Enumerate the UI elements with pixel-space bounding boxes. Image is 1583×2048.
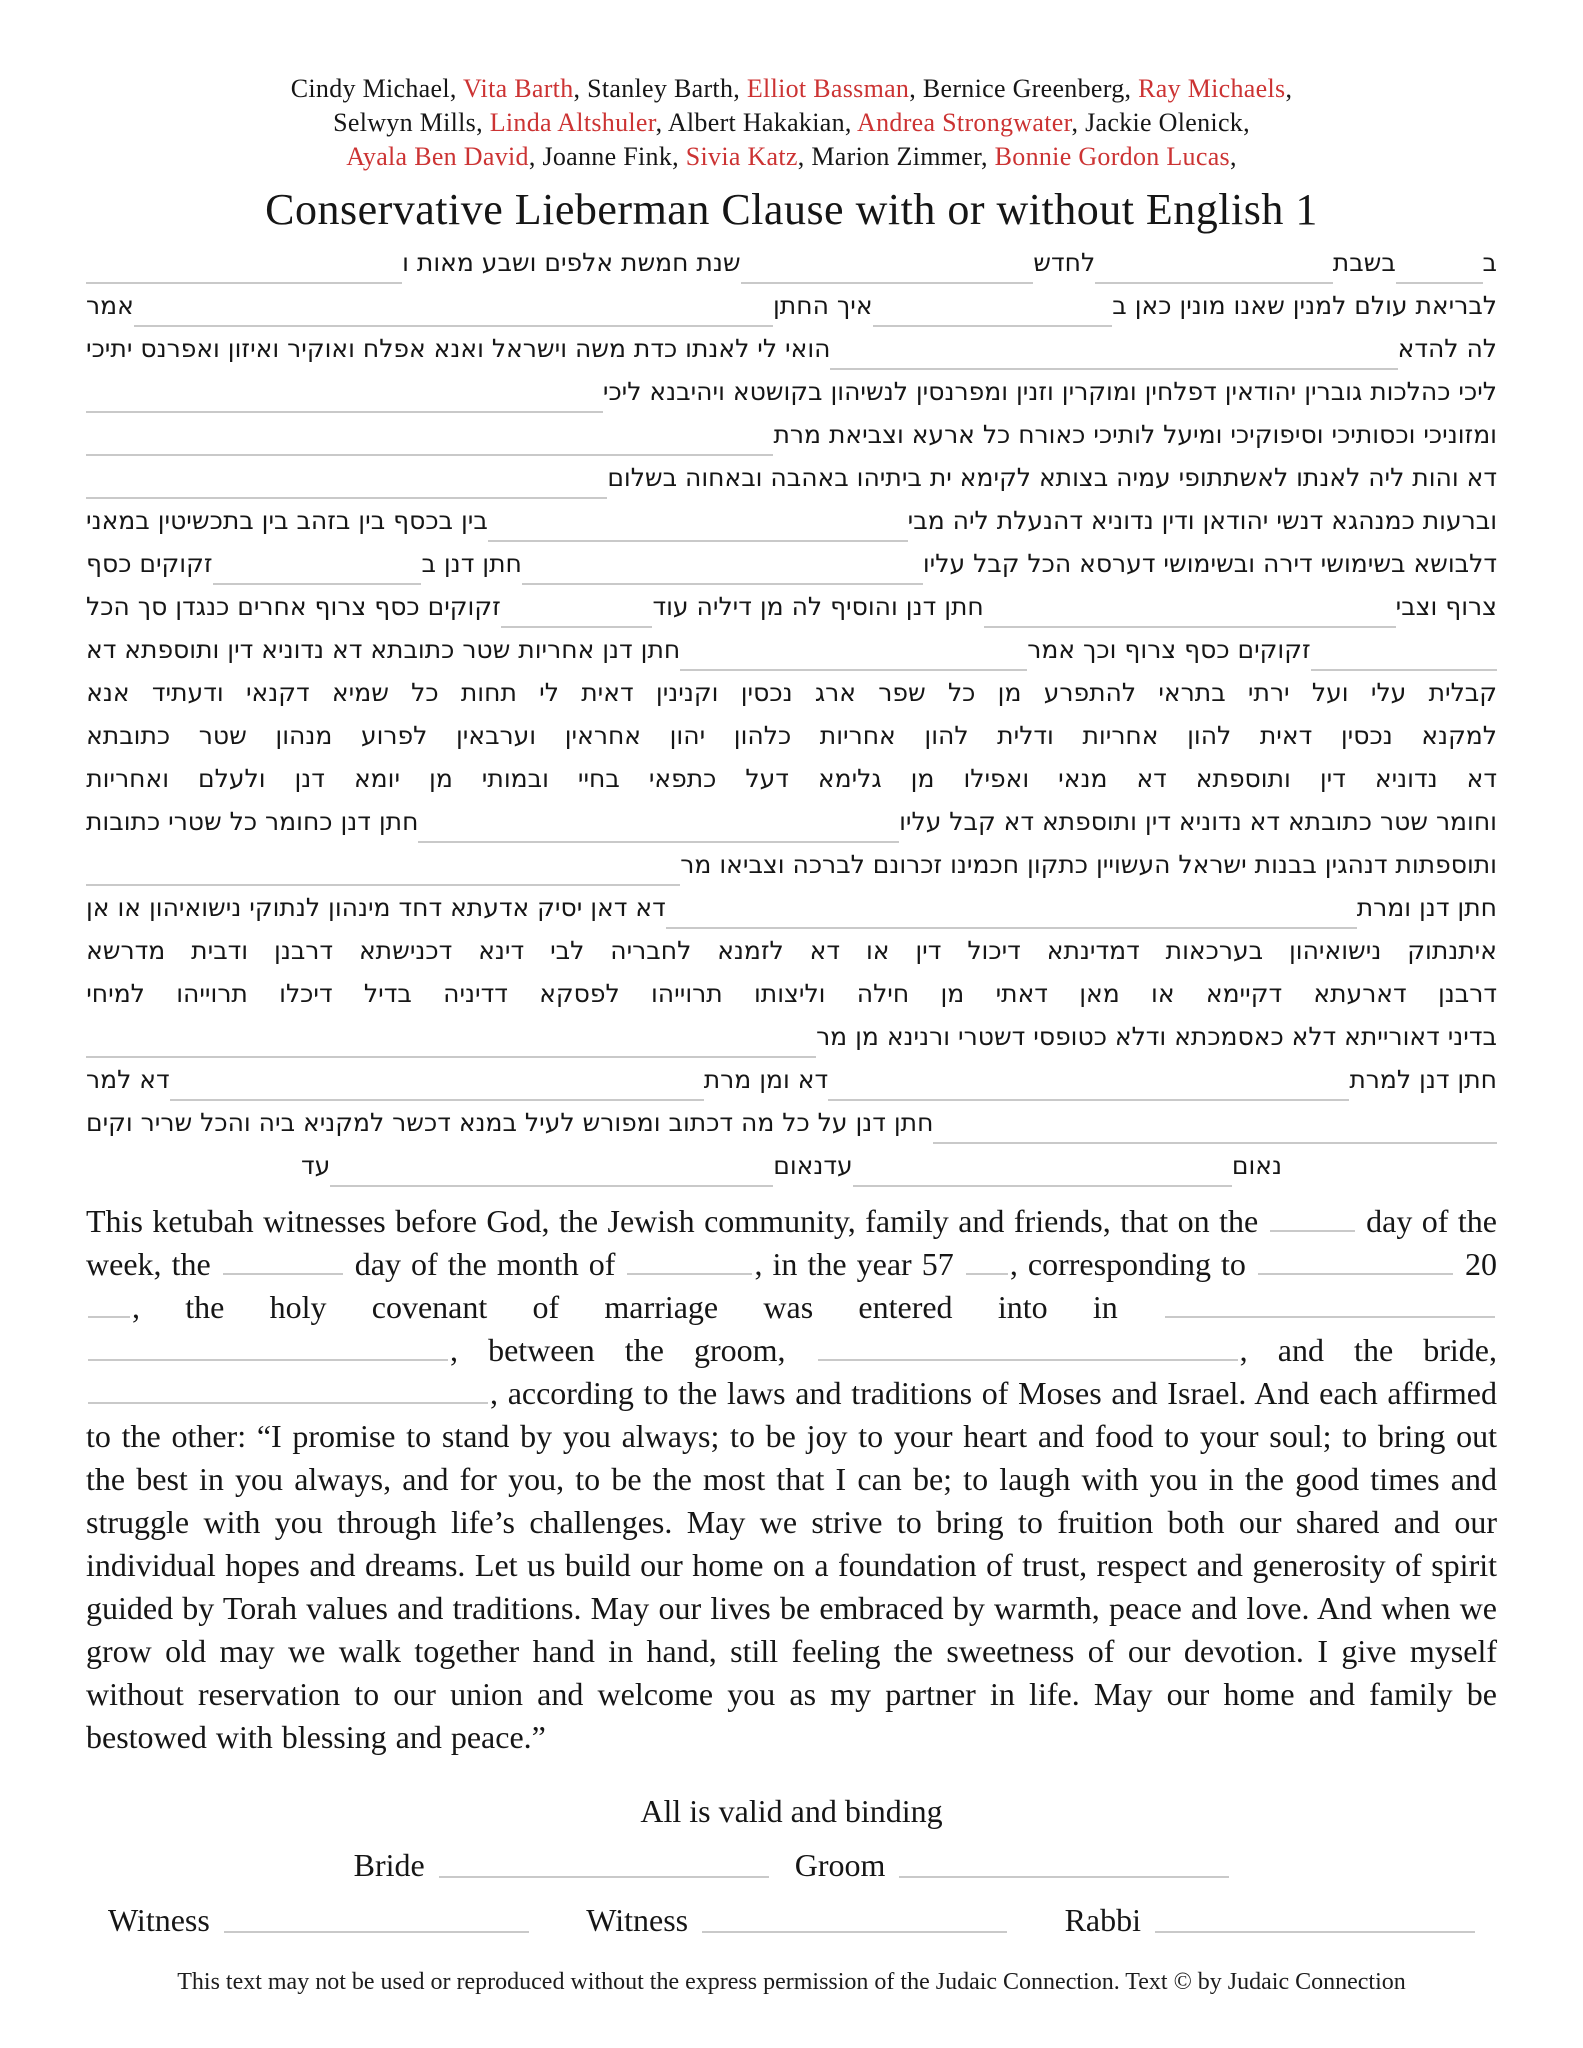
fill-in-blank [330,1185,773,1187]
hebrew-text-run: עד [823,1151,853,1180]
hebrew-text-run: וערבאין [455,721,537,750]
hebrew-text-run: ואפילו [963,764,1030,793]
fill-in-blank [1396,282,1483,284]
hebrew-text-run: דלבושא בשימושי דירה ובשימושי דערסא הכל קבל עליו [922,549,1497,578]
hebrew-text-run: ובמותי [481,764,549,793]
artist-name: Albert Hakakian [667,108,845,137]
rabbi-signature-line [1155,1931,1475,1933]
witness1-signature-group [108,1902,529,1939]
hebrew-line [86,463,1497,506]
hebrew-line [86,678,1497,721]
hebrew-text-run: ואחריות [86,764,170,793]
hebrew-text-run: דארעתא [1313,979,1407,1008]
ketubah-page [86,0,1497,1996]
hebrew-text-run: חתן דנן והוסיף לה מן דיליה עוד [652,592,984,621]
hebrew-text-run: חתן דנן ב [421,549,522,578]
hebrew-text-run: תחות [460,678,517,707]
groom-signature-group [795,1847,1230,1884]
hebrew-line [86,1151,1497,1194]
artist-name: Bonnie Gordon Lucas [994,142,1230,171]
hebrew-line [86,420,1497,463]
fill-in-blank [1258,1246,1453,1275]
hebrew-text-run: להון [924,721,969,750]
hebrew-line [86,1022,1497,1065]
hebrew-text-run: לה להדא [1397,334,1497,363]
fill-in-blank [86,884,680,886]
fill-in-blank [818,1332,1238,1361]
hebrew-line [86,721,1497,764]
hebrew-text-run: ומזוניכי וכסותיכי וסיפוקיכי ומיעל לותיכי כאורח כל ארעא וצביאת מרת [773,420,1497,449]
fill-in-blank [488,540,908,542]
hebrew-text-run: עלי [1370,678,1407,707]
fill-in-blank [86,454,773,456]
hebrew-text-run: ולעלם [198,764,266,793]
rabbi-label: Rabbi [1064,1902,1141,1938]
hebrew-text-run: דאית [581,678,634,707]
hebrew-text-run: נאום [773,1151,824,1180]
hebrew-text-run: דין [915,936,942,965]
hebrew-text-run: בתראי [1158,678,1226,707]
hebrew-text-run: נישואיהון [1288,936,1382,965]
hebrew-line [86,1065,1497,1108]
artist-names-header [86,72,1497,174]
fill-in-blank [418,841,899,843]
hebrew-text-run: דמדינתא [1046,936,1140,965]
fill-in-blank [1311,669,1497,671]
hebrew-text-run: לחדש [1033,248,1096,277]
hebrew-text-block [86,248,1497,1194]
artist-name: Ray Michaels [1138,74,1286,103]
hebrew-text-run: בחיי [577,764,620,793]
hebrew-text-run: דינא [478,936,525,965]
hebrew-text-run: דקנאי [245,678,310,707]
fill-in-blank [170,1099,704,1101]
hebrew-text-run: מן [997,678,1022,707]
bride-signature-line [439,1876,769,1878]
hebrew-text-run: דא [809,936,841,965]
hebrew-text-run: דא והות ליה לאנתו לאשתתופי עמיה בצותא לקימא ית ביתיהו באהבה ובאחוה בשלום [607,463,1497,492]
hebrew-text-run: ליכי כהלכות גוברין יהודאין דפלחין ומוקרין וזנין ומפרנסין לנשיהון בקושטא ויהיבנא ליכי [602,377,1497,406]
artist-names-line: Cindy Michael, Vita Barth, Stanley Barth, Elliot Bassman, Bernice Greenberg, Ray Michaels, [290,74,1293,103]
artist-name: Joanne Fink [542,142,673,171]
artist-names-line: Selwyn Mills, Linda Altshuler, Albert Hakakian, Andrea Strongwater, Jackie Olenick, [333,108,1250,137]
hebrew-text-run: אמר [86,291,134,320]
hebrew-text-run: גלימא [817,764,882,793]
hebrew-text-run: שפר [878,678,926,707]
hebrew-text-run: וחומר שטר כתובתא דא נדוניא דין ותוספתא דא קבל עליו [899,807,1497,836]
hebrew-text-run: לבי [550,936,585,965]
fill-in-blank [213,583,422,585]
hebrew-text-run: דין [1319,764,1346,793]
artist-name: Selwyn Mills [333,108,477,137]
bride-label: Bride [353,1847,425,1883]
hebrew-text-run: ודלית [997,721,1054,750]
hebrew-text-run: ותוספתא [1195,764,1291,793]
hebrew-text-run: דנן [294,764,325,793]
hebrew-text-run: דיכלו [279,979,333,1008]
fill-in-blank [88,1332,448,1361]
hebrew-line [86,377,1497,420]
hebrew-text-run: צרוף וצבי [1395,592,1497,621]
artist-name: Bernice Greenberg [922,74,1125,103]
fill-in-blank [86,411,603,413]
witness2-signature-line [702,1931,1007,1933]
hebrew-text-run: בשבת [1332,248,1396,277]
artist-names-line: Ayala Ben David, Joanne Fink, Sivia Katz, Marion Zimmer, Bonnie Gordon Lucas, [346,142,1237,171]
hebrew-text-run: דכנישתא [358,936,453,965]
hebrew-text-run: דדיניה [443,979,508,1008]
hebrew-text-run: ארג [814,678,856,707]
hebrew-text-run: נדוניא [1374,764,1438,793]
artist-name: Sivia Katz [685,142,798,171]
hebrew-text-run: ב [1482,248,1497,277]
hebrew-text-run: דא [1136,764,1167,793]
hebrew-line [86,291,1497,334]
hebrew-text-run: אחריות [1082,721,1159,750]
hebrew-line [86,1108,1497,1151]
hebrew-text-run: נכסין [740,678,793,707]
rabbi-signature-group [1065,1902,1475,1939]
hebrew-line [86,248,1497,291]
hebrew-line [86,549,1497,592]
hebrew-text-run: מנאי [1058,764,1108,793]
hebrew-text-run: חתן דנן למרת [1349,1065,1497,1094]
fill-in-blank [88,1289,130,1318]
hebrew-line [86,506,1497,549]
hebrew-text-run: דרבנן [1437,979,1497,1008]
fill-in-blank [680,669,1027,671]
hebrew-line [86,334,1497,377]
hebrew-line [86,936,1497,979]
fill-in-blank [966,1246,1008,1275]
witness2-signature-group [586,1902,1007,1939]
fill-in-blank [522,583,923,585]
artist-name: Cindy Michael [290,74,450,103]
witness1-signature-line [224,1931,529,1933]
hebrew-text-run: לבריאת עולם למנין שאנו מונין כאן ב [1112,291,1497,320]
hebrew-text-run: כלהון [733,721,792,750]
hebrew-text-run: זקוקים כסף צרוף אחרים כנגדן סך הכל [86,592,501,621]
hebrew-text-run: תרוייהו [176,979,248,1008]
hebrew-line [86,807,1497,850]
hebrew-text-run: כתפאי [648,764,717,793]
hebrew-text-run: וברעות כמנהגא דנשי יהודאן ודין נדוניא דהנעלת ליה מבי [907,506,1497,535]
fill-in-blank [627,1246,752,1275]
hebrew-text-run: ירתי [1247,678,1290,707]
hebrew-text-run: לי [539,678,559,707]
hebrew-text-run: בין בכסף בין בזהב בין בתכשיטין במאני [86,506,488,535]
hebrew-text-run: למיחי [86,979,145,1008]
fill-in-blank [86,497,607,499]
hebrew-line [86,635,1497,678]
hebrew-text-run: לפסקא [539,979,620,1008]
hebrew-text-run: דאית [1259,721,1313,750]
hebrew-text-run: קבלית [1428,678,1497,707]
hebrew-text-run: ועל [1311,678,1349,707]
witness2-label: Witness [586,1902,689,1938]
hebrew-text-run: דקיימא [1205,979,1283,1008]
hebrew-text-run: חתן דנן ומרת [1356,893,1497,922]
hebrew-text-run: בערכאות [1165,936,1264,965]
hebrew-text-run: הואי לי לאנתו כדת משה וישראל ואנא אפלח ואוקיר ואיזון ואפרנס יתיכי [86,334,831,363]
artist-name: Andrea Strongwater [857,108,1072,137]
hebrew-text-run: מדרשא [86,936,166,965]
copyright-footer: This text may not be used or reproduced without the express permission of the Judaic Connection. Text © by Judaic Connection [177,1969,1406,1995]
fill-in-blank [1095,282,1333,284]
artist-name: Ayala Ben David [346,142,529,171]
fill-in-blank [88,1375,488,1404]
hebrew-text-run: מן [429,764,453,793]
hebrew-text-run: דרבנן [274,936,334,965]
hebrew-text-run: עד [301,1151,331,1180]
fill-in-blank [741,282,1034,284]
artist-name: Elliot Bassman [746,74,910,103]
hebrew-line [86,979,1497,1022]
hebrew-text-run: דעל [745,764,789,793]
hebrew-text-run: או [1151,979,1175,1008]
hebrew-text-run: נכסין [1340,721,1393,750]
fill-in-blank [830,368,1397,370]
hebrew-text-run: מן [910,764,935,793]
hebrew-text-run: מן [940,979,965,1008]
valid-and-binding-line: All is valid and binding [640,1793,943,1829]
hebrew-text-run: לזמנא [717,936,784,965]
hebrew-line [86,850,1497,893]
hebrew-text-run: וליצותו [753,979,826,1008]
fill-in-blank [86,1056,816,1058]
fill-in-blank [223,1246,343,1275]
hebrew-line [86,893,1497,936]
hebrew-text-run: או [865,936,890,965]
fill-in-blank [134,325,773,327]
hebrew-text-run: כתובתא [86,721,171,750]
artist-name: Stanley Barth [587,74,734,103]
page-title: Conservative Lieberman Clause with or without English 1 [265,185,1318,234]
hebrew-text-run: דאתי [995,979,1048,1008]
fill-in-blank [501,626,653,628]
hebrew-text-run: איך החתן [773,291,873,320]
hebrew-text-run: להתפרע [1043,678,1137,707]
hebrew-text-run: נאום [1231,1151,1282,1180]
hebrew-text-run: בדיל [363,979,412,1008]
fill-in-blank [873,325,1113,327]
hebrew-text-run: דיכול [967,936,1021,965]
artist-name: Marion Zimmer [811,142,982,171]
hebrew-text-run: חתן דנן אחריות שטר כתובתא דא נדוניא דין ותוספתא דא [86,635,681,664]
hebrew-text-run: חתן דנן כחומר כל שטרי כתובות [86,807,419,836]
hebrew-text-run: איתנתוק [1407,936,1497,965]
hebrew-text-run: ותוספתות דנהגין בבנות ישראל העשויין כתקון חכמינו זכרונם לברכה וצביאו מר [680,850,1497,879]
hebrew-text-run: דא דאן יסיק אדעתא דחד מינהון לנתוקי נישואיהון או אן [86,893,666,922]
hebrew-text-run: כל [947,678,976,707]
fill-in-blank [666,927,1357,929]
fill-in-blank [86,282,402,284]
hebrew-text-run: שמיא [331,678,389,707]
hebrew-text-run: חתן דנן על כל מה דכתוב ומפורש לעיל במנא דכשר למקניא ביה והכל שריר וקים [86,1108,934,1137]
hebrew-text-run: לפרוע [360,721,428,750]
hebrew-text-run: ודבית [191,936,249,965]
hebrew-text-run: דא [1466,764,1497,793]
hebrew-text-run: למקנא [1421,721,1497,750]
hebrew-text-run: מאן [1079,979,1120,1008]
hebrew-text-run: אחראין [564,721,642,750]
hebrew-text-run: ודעתיד [151,678,224,707]
bride-signature-group [354,1847,769,1884]
hebrew-text-run: כל [411,678,439,707]
fill-in-blank [984,626,1396,628]
hebrew-text-run: תרוייהו [651,979,723,1008]
hebrew-text-run: אחריות [819,721,896,750]
hebrew-text-run: להון [1187,721,1232,750]
hebrew-text-run: יומא [353,764,401,793]
witness-rabbi-signature-row [86,1902,1497,1939]
witness1-label: Witness [108,1902,210,1938]
hebrew-text-run: שטר [198,721,247,750]
hebrew-text-run: לחבריה [610,936,692,965]
hebrew-text-run: יהון [669,721,706,750]
hebrew-text-run: וקנינין [655,678,719,707]
hebrew-line [86,764,1497,807]
fill-in-blank [853,1185,1232,1187]
artist-name: Vita Barth [463,74,574,103]
artist-name: Jackie Olenick [1085,108,1244,137]
english-paragraph: This ketubah witnesses before God, the Jewish community, family and friends, that on the day of the week, the day of the month of , in the year 57 , corresponding to 20 , the holy covenant of marriage was entered into in , between the groom, , and the bride, , according to the laws and traditions of Moses and Israel. And each affirmed to the other: “I promise to stand by you always; to be joy to your heart and food to your soul; to bring out the best in you always, and for you, to be the most that I can be; to laugh with you in the good times and struggle with you through life’s challenges. May we strive to bring to fruition both our shared and our individual hopes and dreams. Let us build our home on a foundation of trust, respect and generosity of spirit guided by Torah values and traditions. May our lives be embraced by warmth, peace and love. And when we grow old may we walk together hand in hand, still feeling the sweetness of our devotion. I give myself without reservation to our union and welcome you as my partner in life. May our home and family be bestowed with blessing and peace.” [86,1203,1498,1755]
hebrew-text-run: דא ומן מרת [703,1065,829,1094]
hebrew-text-run: אנא [86,678,130,707]
fill-in-blank [933,1142,1497,1144]
fill-in-blank [1165,1289,1495,1318]
hebrew-text-run: חילה [856,979,910,1008]
hebrew-text-run: בדיני דאורייתא דלא כאסמכתא ודלא כטופסי דשטרי ורנינא מן מר [816,1022,1497,1051]
hebrew-line [86,592,1497,635]
bride-groom-signature-row [86,1847,1497,1884]
fill-in-blank [1270,1203,1355,1232]
hebrew-text-run: דא למר [86,1065,170,1094]
hebrew-text-run: שנת חמשת אלפים ושבע מאות ו [402,248,741,277]
hebrew-text-run: זקוקים כסף [86,549,213,578]
fill-in-blank [828,1099,1349,1101]
artist-name: Linda Altshuler [489,108,656,137]
groom-signature-line [899,1876,1229,1878]
hebrew-text-run: זקוקים כסף צרוף וכך אמר [1027,635,1311,664]
hebrew-text-run: מנהון [275,721,333,750]
groom-label: Groom [794,1847,886,1883]
